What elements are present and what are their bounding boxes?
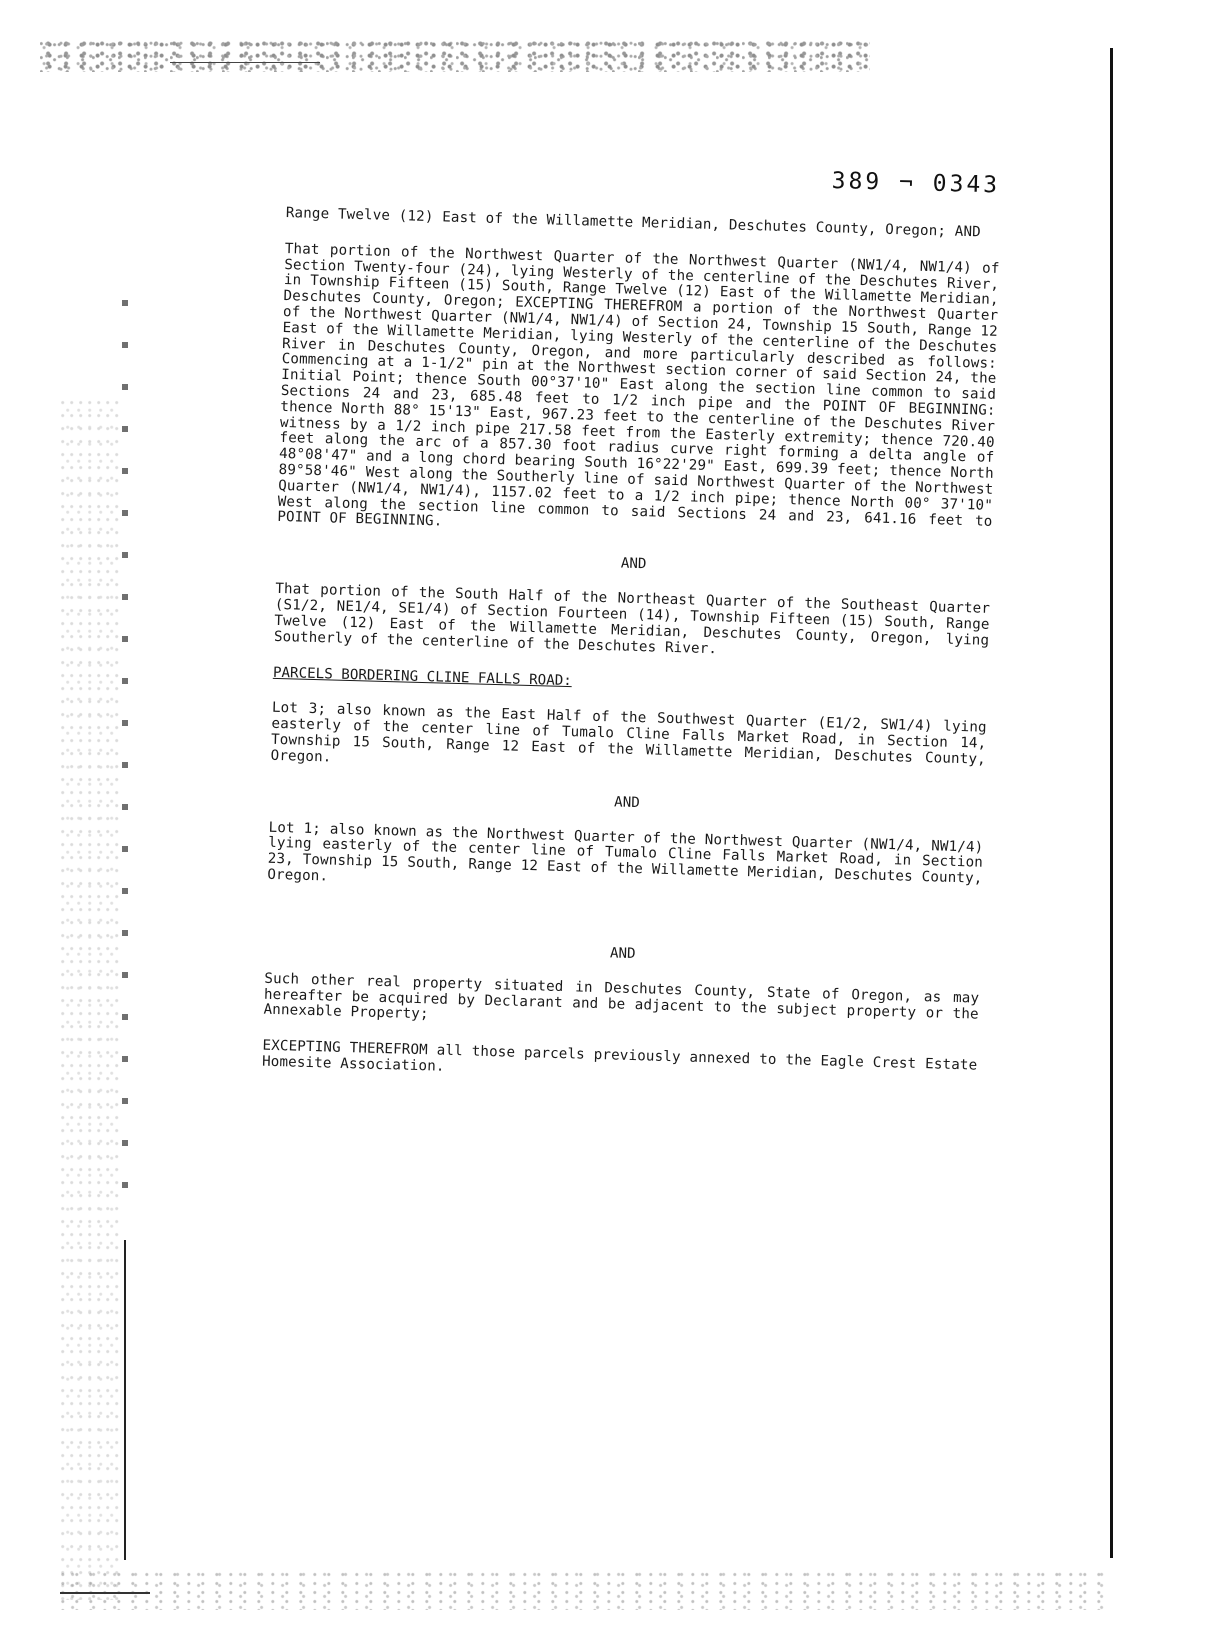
scan-rule-top: [170, 62, 320, 63]
paragraph-excepting: EXCEPTING THEREFROM all those parcels previously annexed to the Eagle Crest Estate Homesite Association.: [261, 1037, 978, 1075]
paragraph-lot-3: Lot 3; also known as the East Half of the Southwest Quarter (E1/2, SW1/4) lying easterly of the center line of Tumalo Cline Falls Market Road, in Section 14, Township 15 South, Range 12 East of the Willamette Meridian, Deschutes County, Oregon.: [270, 700, 987, 768]
paragraph-lot-1: Lot 1; also known as the Northwest Quarter of the Northwest Quarter (NW1/4, NW1/4) lying easterly of the center line of Tumalo Cline Falls Market Road, in Section 23, Township 15 South, Range 12 East of the Willamette Meridian, Deschutes County, Oregon.: [267, 819, 984, 887]
page-edge-right: [1110, 48, 1113, 1558]
page-number: 389 ¬ 0343: [831, 168, 1001, 199]
scan-rule-bottom: [60, 1592, 150, 1594]
paragraph-northwest-quarter: That portion of the Northwest Quarter of the Northwest Quarter (NW1/4, NW1/4) of Section Twenty-four (24), lying Westerly of the centerline of the Deschutes River, in Township Fifteen (15) South, Range Twelve (12) East of the Willamette Meridian, Deschutes County, Oregon; EXCEPTING THEREFROM a portion of the Northwest Quarter of the Northwest Quarter (NW1/4, NW1/4) of Section 24, Township 15 South, Range 12 East of the Willamette Meridian, lying Westerly of the centerline of the Deschutes River in Deschutes County, Oregon, and more particularly described as follows: Commencing at a 1-1/2" pin at the Northwest section corner of said Section 24, the Initial Point; thence South 00°37'10" East along the section line common to said Sections 24 and 23, 685.48 feet to 1/2 inch pipe and the POINT OF BEGINNING: thence North 88° 15'13" East, 967.23 feet to the centerline of the Deschutes River witness by a 1/2 inch pipe 217.58 feet from the Easterly extremity; thence 720.40 feet along the arc of a 857.30 foot radius curve right forming a delta angle of 48°08'47" and a long chord bearing South 16°22'29" East, 699.39 feet; thence North 89°58'46" West along the Southerly line of said Northwest Quarter of the Northwest Quarter (NW1/4, NW1/4), 1157.02 feet to a 1/2 inch pipe; thence North 00° 37'10" West along the section line common to said Sections 24 and 23, 641.16 feet to POINT OF BEGINNING.: [277, 240, 1000, 530]
paragraph-range-twelve: Range Twelve (12) East of the Willamette Meridian, Deschutes County, Oregon; AND: [285, 205, 982, 241]
conjunction-and: AND: [613, 793, 641, 811]
paragraph-south-half: That portion of the South Half of the Northeast Quarter of the Southeast Quarter (S1/2, NE1/4, SE1/4) of Section Fourteen (14), Township Fifteen (15) South, Range Twelve (12) East of the Willamette Meridian, Deschutes County, Oregon, lying Southerly of the centerline of the Deschutes River.: [273, 580, 991, 657]
conjunction-and: AND: [620, 555, 647, 573]
section-heading: PARCELS BORDERING CLINE FALLS ROAD:: [272, 665, 573, 690]
scan-noise-top: [40, 38, 870, 72]
page-edge-left: [124, 1240, 126, 1560]
paragraph-other-property: Such other real property situated in Deschutes County, State of Oregon, as may hereafter be acquired by Declarant and be adjacent to the subject property or the Annexable Property;: [263, 970, 980, 1023]
binding-marks-left: [122, 300, 128, 1200]
legal-description-body: [261, 206, 1000, 1110]
scan-noise-bottom: [60, 1570, 1110, 1610]
scan-noise-left: [60, 400, 120, 1600]
conjunction-and: AND: [609, 945, 636, 962]
